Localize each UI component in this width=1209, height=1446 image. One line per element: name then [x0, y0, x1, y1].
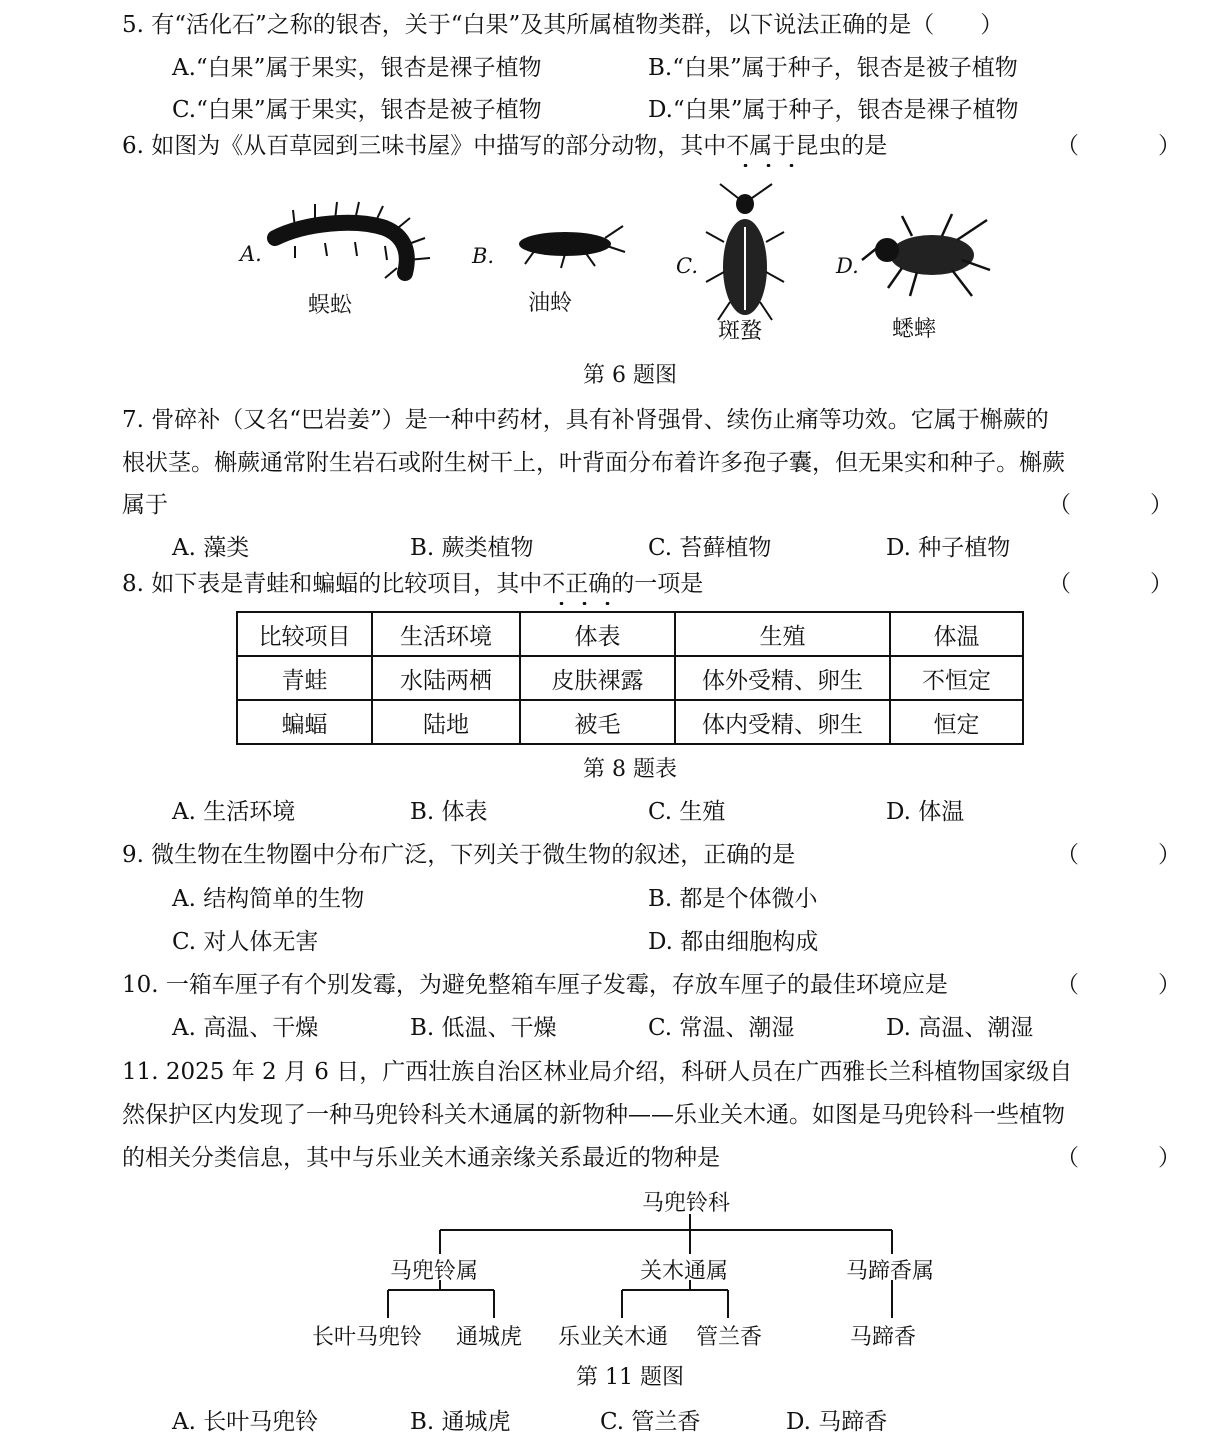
- q11-option-d: D. 马蹄香: [786, 1409, 888, 1435]
- q11-line-2: 然保护区内发现了一种马兜铃科关木通属的新物种——乐业关木通。如图是马兜铃科一些植物: [122, 1102, 1065, 1128]
- tree-species-node: 乐业关木通: [558, 1325, 669, 1350]
- q5-option-d: D.“白果”属于种子，银杏是裸子植物: [648, 97, 1019, 123]
- q8-option-d: D. 体温: [886, 799, 965, 825]
- q6-letter-c: C.: [676, 254, 698, 278]
- q7-option-b: B. 蕨类植物: [410, 535, 534, 561]
- table-cell: 青蛙: [237, 656, 372, 700]
- q10-option-a: A. 高温、干燥: [172, 1015, 319, 1041]
- table-cell: 被毛: [520, 700, 675, 744]
- q6-animal-cricket: 蟋蟀: [891, 317, 936, 342]
- q6-stem-before: 6. 如图为《从百草园到三味书屋》中描写的部分动物，其中: [122, 133, 727, 159]
- q7-option-a: A. 藻类: [172, 535, 250, 561]
- q9-option-a: A. 结构简单的生物: [172, 886, 365, 912]
- q11-answer-paren: （ ）: [1056, 1145, 1209, 1171]
- table-cell: 体外受精、卵生: [675, 656, 890, 700]
- q5-stem: 5. 有“活化石”之称的银杏，关于“白果”及其所属植物类群，以下说法正确的是（ ）: [122, 12, 1004, 38]
- q10-option-d: D. 高温、潮湿: [886, 1015, 1034, 1041]
- q5-option-b: B.“白果”属于种子，银杏是被子植物: [648, 55, 1018, 81]
- tree-species-node: 长叶马兜铃: [312, 1325, 423, 1350]
- q6-animal-centipede: 蜈蚣: [307, 293, 352, 318]
- table-cell: 皮肤裸露: [520, 656, 675, 700]
- q8-stem-after: 的一项是: [611, 571, 704, 597]
- table-header-cell: 体表: [520, 612, 675, 656]
- tree-genus-node: 马蹄香属: [846, 1259, 935, 1284]
- table-cell: 恒定: [890, 700, 1023, 744]
- table-cell: 蝙蝠: [237, 700, 372, 744]
- q7-option-c: C. 苔藓植物: [648, 535, 772, 561]
- q11-option-b: B. 通城虎: [410, 1409, 511, 1435]
- q6-animal-youling: 油蛉: [527, 291, 572, 316]
- tree-family-node: 马兜铃科: [642, 1191, 731, 1216]
- q9-option-c: C. 对人体无害: [172, 929, 319, 955]
- q9-option-d: D. 都由细胞构成: [648, 929, 819, 955]
- q6-stem-emphasis: 不属于: [726, 133, 796, 159]
- table-header-cell: 体温: [890, 612, 1023, 656]
- q6-stem-after: 昆虫的是: [795, 133, 888, 159]
- q7-answer-paren: （ ）: [1048, 492, 1201, 518]
- q8-stem-emphasis: 不正确: [542, 571, 612, 597]
- q9-option-b: B. 都是个体微小: [648, 886, 818, 912]
- q10-answer-paren: （ ）: [1056, 972, 1209, 998]
- table-header-cell: 生活环境: [372, 612, 520, 656]
- tree-species-node: 马蹄香: [850, 1325, 917, 1350]
- q10-option-c: C. 常温、潮湿: [648, 1015, 795, 1041]
- tree-species-node: 管兰香: [696, 1325, 763, 1350]
- q8-table-caption: 第 8 题表: [583, 757, 677, 782]
- q8-answer-paren: （ ）: [1048, 571, 1201, 597]
- q6-animal-blister-beetle: 斑蝥: [717, 319, 762, 344]
- table-cell: 陆地: [372, 700, 520, 744]
- q6-letter-b: B.: [472, 244, 495, 268]
- table-cell: 水陆两栖: [372, 656, 520, 700]
- q7-line-1: 7. 骨碎补（又名“巴岩姜”）是一种中药材，具有补肾强骨、续伤止痛等功效。它属于槲蕨的: [122, 407, 1049, 433]
- q7-line-2: 根状茎。槲蕨通常附生岩石或附生树干上，叶背面分布着许多孢子囊，但无果实和种子。槲蕨: [122, 450, 1065, 476]
- q11-line-1: 11. 2025 年 2 月 6 日，广西壮族自治区林业局介绍，科研人员在广西雅长兰科植物国家级自: [122, 1059, 1073, 1085]
- table-cell: 体内受精、卵生: [675, 700, 890, 744]
- q6-answer-paren: （ ）: [1056, 133, 1209, 159]
- q11-option-a: A. 长叶马兜铃: [172, 1409, 319, 1435]
- q8-option-a: A. 生活环境: [172, 799, 296, 825]
- table-header-cell: 比较项目: [237, 612, 372, 656]
- q6-letter-a: A.: [240, 242, 262, 266]
- q5-option-c: C.“白果”属于果实，银杏是被子植物: [172, 97, 542, 123]
- q9-stem: 9. 微生物在生物圈中分布广泛，下列关于微生物的叙述，正确的是: [122, 842, 796, 868]
- q5-option-a: A.“白果”属于果实，银杏是裸子植物: [172, 55, 542, 81]
- q8-option-b: B. 体表: [410, 799, 488, 825]
- q8-option-c: C. 生殖: [648, 799, 726, 825]
- table-cell: 不恒定: [890, 656, 1023, 700]
- tree-genus-node: 马兜铃属: [390, 1259, 479, 1284]
- tree-species-node: 通城虎: [456, 1325, 523, 1350]
- q8-stem-before: 8. 如下表是青蛙和蝙蝠的比较项目，其中: [122, 571, 543, 597]
- tree-genus-node: 关木通属: [640, 1259, 729, 1284]
- q6-figure-caption: 第 6 题图: [583, 363, 677, 388]
- q6-letter-d: D.: [836, 254, 859, 278]
- q11-line-3: 的相关分类信息，其中与乐业关木通亲缘关系最近的物种是: [122, 1145, 720, 1171]
- q7-line-3: 属于: [122, 492, 168, 518]
- q10-stem: 10. 一箱车厘子有个别发霉，为避免整箱车厘子发霉，存放车厘子的最佳环境应是: [122, 972, 948, 998]
- q11-option-c: C. 管兰香: [600, 1409, 701, 1435]
- q10-option-b: B. 低温、干燥: [410, 1015, 557, 1041]
- q11-figure-caption: 第 11 题图: [576, 1365, 684, 1390]
- q9-answer-paren: （ ）: [1056, 842, 1209, 868]
- table-header-cell: 生殖: [675, 612, 890, 656]
- q7-option-d: D. 种子植物: [886, 535, 1011, 561]
